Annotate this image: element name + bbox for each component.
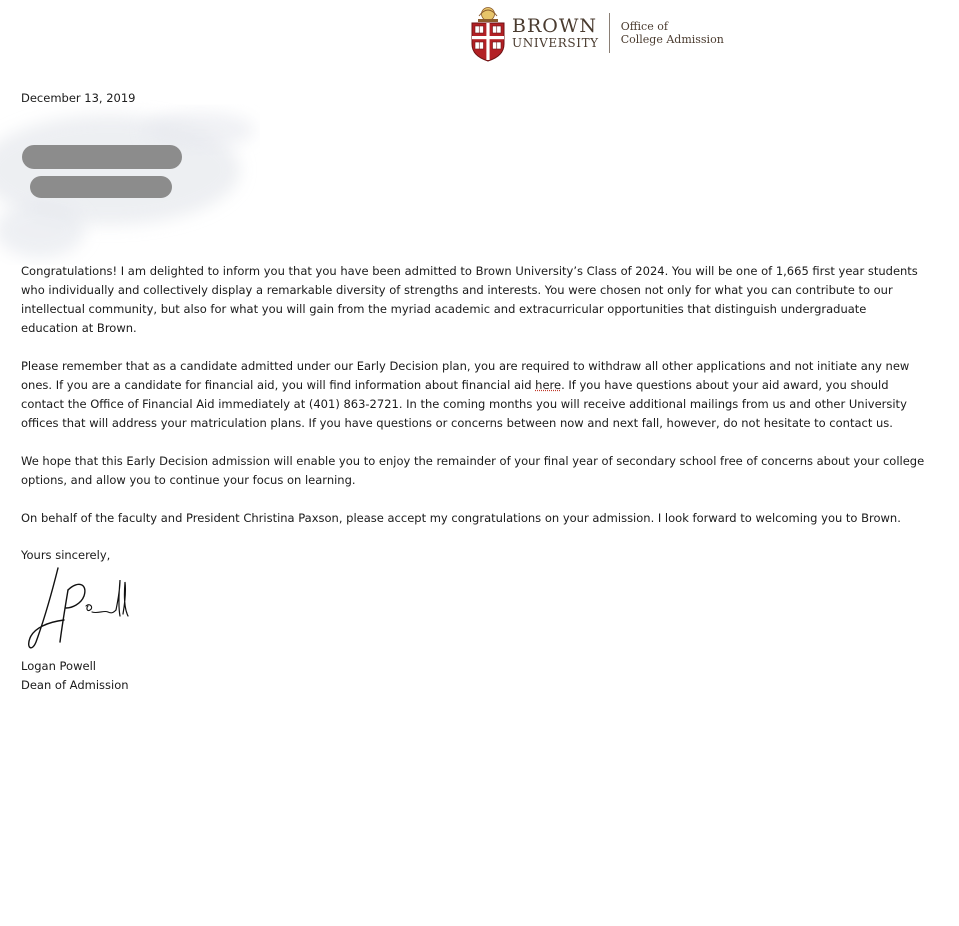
paragraph-hope: We hope that this Early Decision admission will enable you to enjoy the remainder of your final year of secondary school free of concerns about your college options, and allow you to continue your focus on learning. — [21, 454, 925, 487]
letter-closing: Yours sincerely, — [21, 548, 111, 562]
office-line-1: Office of — [620, 20, 668, 33]
letterhead — [470, 2, 724, 64]
paragraph-early-decision-text-2: . If you have questions about your aid award, you should contact the Office of Financial Aid immediately at (401) 863-2721. In the coming months you will receive additional mailings from us and other University offices that will address your matriculation plans. If you have questions or concerns between now and next fall, however, do not hesitate to contact us. — [21, 378, 907, 430]
signer-name: Logan Powell — [21, 659, 96, 673]
handwritten-signature — [18, 562, 138, 654]
letter-date: December 13, 2019 — [21, 91, 136, 105]
redaction-bar-2 — [30, 176, 172, 198]
university-wordmark — [512, 16, 599, 50]
office-line-2: College Admission — [620, 33, 724, 46]
wordmark-university: UNIVERSITY — [512, 36, 599, 50]
paragraph-congratulations: Congratulations! I am delighted to inform you that you have been admitted to Brown University’s Class of 2024. You will be one of 1,665 first year students who individually and collectively display a remarkable diversity of strengths and interests. You were chosen not only for what you can contribute to our intellectual community, but also for what you will gain from the myriad academic and extracurricular opportunities that distinguish undergraduate education at Brown. — [21, 264, 918, 335]
letterhead-divider — [609, 13, 610, 53]
paragraph-behalf: On behalf of the faculty and President Christina Paxson, please accept my congratulations on your admission. I look forward to welcoming you to Brown. — [21, 511, 901, 525]
paragraph-early-decision — [21, 357, 926, 433]
office-name — [621, 20, 724, 46]
redacted-recipient-block — [0, 100, 260, 265]
wordmark-brown: BROWN — [512, 15, 597, 37]
signer-title: Dean of Admission — [21, 678, 129, 692]
letter-body — [21, 262, 926, 547]
brown-shield-logo-icon — [470, 4, 506, 62]
redaction-bar-1 — [22, 145, 182, 169]
signer-block — [21, 657, 129, 695]
financial-aid-link[interactable]: here — [535, 378, 562, 392]
paragraph-early-decision-text-1: Please remember that as a candidate admitted under our Early Decision plan, you are required to withdraw all other applications and not initiate any new ones. If you are a candidate for financial aid, you will find information about financial aid — [21, 359, 910, 392]
